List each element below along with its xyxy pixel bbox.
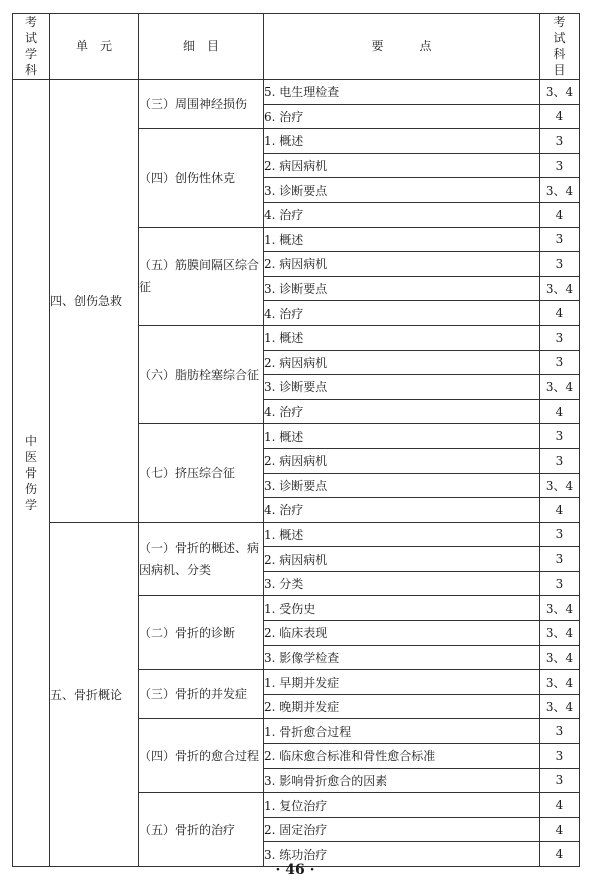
level-cell: 4 [540, 104, 580, 129]
level-cell: 3、4 [540, 178, 580, 203]
level-cell: 3 [540, 325, 580, 350]
point-cell: 2. 病因病机 [264, 252, 540, 277]
point-cell: 1. 受伤史 [264, 596, 540, 621]
level-cell: 3、4 [540, 276, 580, 301]
item-cell: （一）骨折的概述、病因病机、分类 [139, 522, 264, 596]
item-cell: （四）骨折的愈合过程 [139, 719, 264, 793]
level-cell: 3 [540, 153, 580, 178]
point-cell: 1. 概述 [264, 522, 540, 547]
point-cell: 2. 病因病机 [264, 547, 540, 572]
point-cell: 1. 复位治疗 [264, 793, 540, 818]
point-cell: 1. 概述 [264, 227, 540, 252]
point-cell: 3. 诊断要点 [264, 276, 540, 301]
point-cell: 2. 固定治疗 [264, 817, 540, 842]
point-cell: 3. 影响骨折愈合的因素 [264, 768, 540, 793]
unit-cell: 四、创伤急救 [50, 80, 139, 523]
item-cell: （四）创伤性休克 [139, 129, 264, 227]
level-cell: 4 [540, 842, 580, 867]
level-cell: 3 [540, 448, 580, 473]
level-cell: 3 [540, 252, 580, 277]
point-cell: 2. 病因病机 [264, 350, 540, 375]
level-cell: 3、4 [540, 621, 580, 646]
level-cell: 3、4 [540, 596, 580, 621]
point-cell: 3. 诊断要点 [264, 473, 540, 498]
level-cell: 3 [540, 571, 580, 596]
point-cell: 1. 概述 [264, 325, 540, 350]
point-cell: 3. 分类 [264, 571, 540, 596]
level-cell: 3、4 [540, 645, 580, 670]
item-cell: （七）挤压综合征 [139, 424, 264, 522]
header-subject: 考试学科 [13, 14, 50, 80]
level-cell: 3、4 [540, 375, 580, 400]
point-cell: 3. 练功治疗 [264, 842, 540, 867]
header-row [13, 14, 580, 80]
point-cell: 1. 概述 [264, 424, 540, 449]
header-level: 考试科目 [540, 14, 580, 80]
item-cell: （五）骨折的治疗 [139, 793, 264, 867]
table-row [13, 80, 580, 105]
point-cell: 1. 概述 [264, 129, 540, 154]
point-cell: 3. 诊断要点 [264, 178, 540, 203]
level-cell: 3 [540, 719, 580, 744]
level-cell: 3 [540, 744, 580, 769]
header-item: 细 目 [139, 14, 264, 80]
unit-cell: 五、骨折概论 [50, 522, 139, 866]
point-cell: 2. 病因病机 [264, 448, 540, 473]
level-cell: 3、4 [540, 694, 580, 719]
item-cell: （三）骨折的并发症 [139, 670, 264, 719]
point-cell: 2. 病因病机 [264, 153, 540, 178]
point-cell: 5. 电生理检查 [264, 80, 540, 105]
level-cell: 3 [540, 522, 580, 547]
point-cell: 2. 临床表现 [264, 621, 540, 646]
level-cell: 4 [540, 793, 580, 818]
level-cell: 3 [540, 227, 580, 252]
level-cell: 4 [540, 301, 580, 326]
level-cell: 3、4 [540, 80, 580, 105]
syllabus-table [12, 13, 580, 867]
level-cell: 3 [540, 547, 580, 572]
point-cell: 4. 治疗 [264, 301, 540, 326]
page-number: · 46 · [275, 862, 315, 878]
item-cell: （六）脂肪栓塞综合征 [139, 325, 264, 423]
item-cell: （二）骨折的诊断 [139, 596, 264, 670]
item-cell: （五）筋膜间隔区综合征 [139, 227, 264, 325]
item-cell: （三）周围神经损伤 [139, 80, 264, 129]
level-cell: 3 [540, 768, 580, 793]
level-cell: 4 [540, 817, 580, 842]
level-cell: 3 [540, 129, 580, 154]
level-cell: 4 [540, 202, 580, 227]
table-row [13, 522, 580, 547]
level-cell: 3 [540, 424, 580, 449]
point-cell: 2. 晚期并发症 [264, 694, 540, 719]
header-points: 要 点 [264, 14, 540, 80]
level-cell: 3 [540, 350, 580, 375]
point-cell: 4. 治疗 [264, 498, 540, 523]
level-cell: 4 [540, 498, 580, 523]
point-cell: 2. 临床愈合标准和骨性愈合标准 [264, 744, 540, 769]
subject-cell: 中医骨伤学 [13, 80, 50, 867]
point-cell: 1. 早期并发症 [264, 670, 540, 695]
point-cell: 1. 骨折愈合过程 [264, 719, 540, 744]
header-unit: 单 元 [50, 14, 139, 80]
point-cell: 3. 影像学检查 [264, 645, 540, 670]
point-cell: 6. 治疗 [264, 104, 540, 129]
level-cell: 4 [540, 399, 580, 424]
point-cell: 4. 治疗 [264, 202, 540, 227]
level-cell: 3、4 [540, 670, 580, 695]
level-cell: 3、4 [540, 473, 580, 498]
point-cell: 4. 治疗 [264, 399, 540, 424]
point-cell: 3. 诊断要点 [264, 375, 540, 400]
